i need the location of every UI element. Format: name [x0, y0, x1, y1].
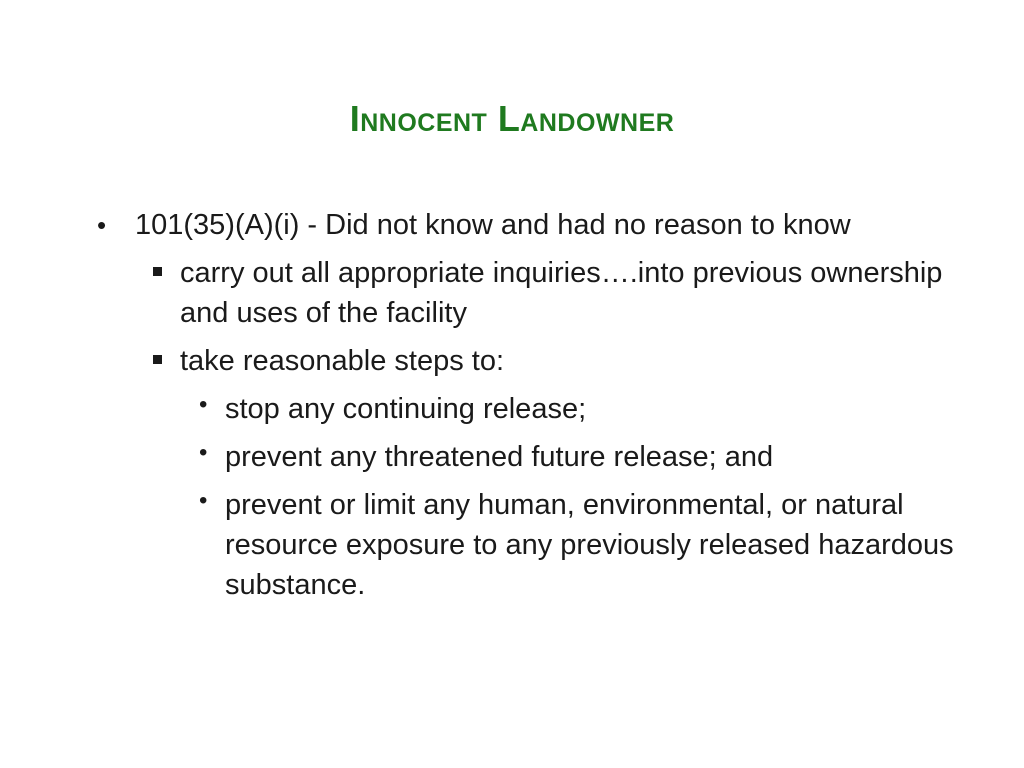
list-item — [95, 253, 975, 333]
bullet-dot-icon: • — [199, 487, 208, 514]
list-item-text: carry out all appropriate inquiries….into previous ownership and uses of the facility — [180, 257, 943, 329]
list-item — [95, 437, 975, 477]
list-item-text: prevent any threatened future release; and — [225, 441, 774, 473]
list-item — [95, 205, 975, 245]
list-item — [95, 389, 975, 429]
bullet-dot-icon: • — [97, 210, 107, 240]
bullet-square-icon — [153, 267, 162, 276]
list-item-text: stop any continuing release; — [225, 393, 587, 425]
bullet-square-icon — [153, 355, 162, 364]
bullet-list — [95, 205, 975, 613]
list-item-text: take reasonable steps to: — [180, 345, 505, 377]
bullet-dot-icon: • — [199, 391, 208, 418]
slide-title: Innocent Landowner — [349, 98, 675, 139]
list-item — [95, 341, 975, 381]
list-item-text: 101(35)(A)(i) - Did not know and had no reason to know — [135, 209, 851, 241]
list-item-text: prevent or limit any human, environmental, or natural resource exposure to any previously released hazardous substance. — [225, 489, 954, 601]
bullet-dot-icon: • — [199, 439, 208, 466]
list-item — [95, 485, 975, 605]
